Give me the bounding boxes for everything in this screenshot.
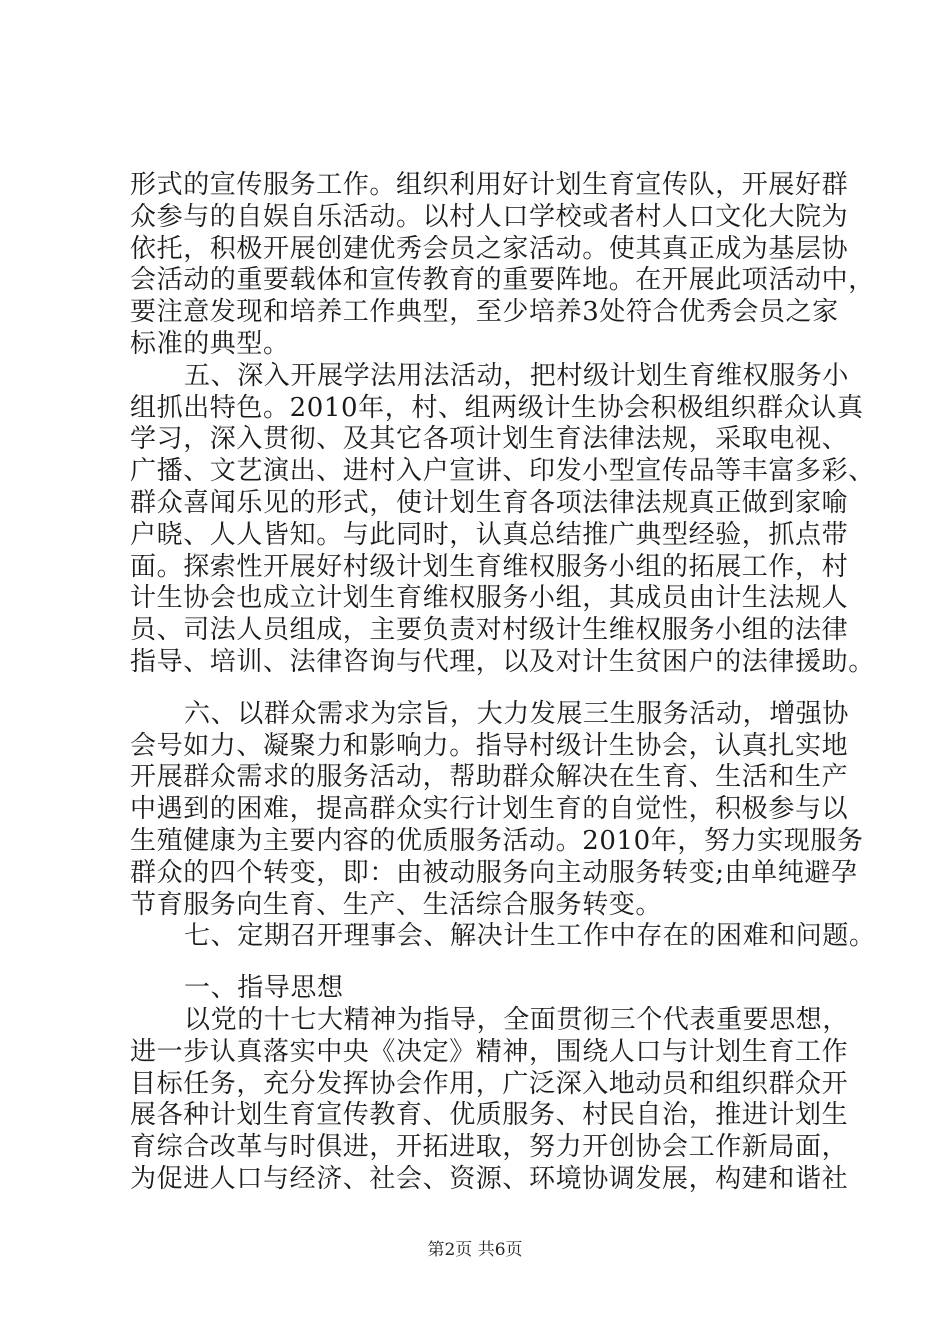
paragraph-gap: [130, 953, 830, 973]
text-line: 节育服务向生育、生产、生活综合服务转变。: [130, 889, 663, 920]
paragraph-3: [130, 698, 864, 922]
text-line: 开展群众需求的服务活动，帮助群众解决在生育、生活和生产: [130, 762, 849, 793]
text-line: 七、定期召开理事会、解决计生工作中存在的困难和问题。: [184, 921, 876, 952]
page-number-footer: 第2页 共6页: [427, 1240, 523, 1260]
paragraph-4: [130, 921, 876, 953]
text-line: 中遇到的困难，提高群众实行计划生育的自觉性，积极参与以: [130, 794, 849, 825]
text-line: 要注意发现和培养工作典型，至少培养3处符合优秀会员之家: [130, 297, 839, 328]
text-line: 众参与的自娱自乐活动。以村人口学校或者村人口文化大院为: [130, 201, 849, 232]
text-line: 六、以群众需求为宗旨，大力发展三生服务活动，增强协: [184, 698, 850, 729]
text-line: 依托，积极开展创建优秀会员之家活动。使其真正成为基层协: [130, 233, 849, 264]
text-line: 目标任务，充分发挥协会作用，广泛深入地动员和组织群众开: [130, 1068, 849, 1099]
text-line: 群众的四个转变，即：由被动服务向主动服务转变;由单纯避孕: [130, 857, 858, 888]
text-line: 广播、文艺演出、进村入户宣讲、印发小型宣传品等丰富多彩、: [130, 456, 875, 487]
text-line: 户晓、人人皆知。与此同时，认真总结推广典型经验，抓点带: [130, 519, 849, 550]
paragraph-2: [130, 360, 875, 679]
text-line: 五、深入开展学法用法活动，把村级计划生育维权服务小: [184, 360, 850, 391]
paragraph-gap: [130, 679, 830, 699]
text-line: 形式的宣传服务工作。组织利用好计划生育宣传队，开展好群: [130, 170, 849, 200]
heading-line: 一、指导思想: [184, 973, 344, 1004]
text-line: 指导、培训、法律咨询与代理，以及对计生贫困户的法律援助。: [130, 646, 875, 677]
text-line: 生殖健康为主要内容的优质服务活动。2010年，努力实现服务: [130, 825, 864, 856]
paragraph-6: [130, 1004, 850, 1196]
document-body: [130, 170, 876, 1196]
text-line: 员、司法人员组成，主要负责对村级计生维权服务小组的法律: [130, 615, 849, 646]
text-line: 进一步认真落实中央《决定》精神，围绕人口与计划生育工作: [130, 1036, 849, 1067]
section-heading: [130, 973, 830, 1005]
text-line: 组抓出特色。2010年，村、组两级计生协会积极组织群众认真: [130, 392, 864, 423]
text-line: 会号如力、凝聚力和影响力。指导村级计生协会，认真扎实地: [130, 730, 849, 761]
text-line: 群众喜闻乐见的形式，使计划生育各项法律法规真正做到家喻: [130, 487, 849, 518]
text-line: 为促进人口与经济、社会、资源、环境协调发展，构建和谐社: [130, 1163, 849, 1194]
text-line: 标准的典型。: [130, 328, 290, 359]
text-line: 育综合改革与时俱进，开拓进取，努力开创协会工作新局面，: [130, 1132, 849, 1163]
text-line: 学习，深入贯彻、及其它各项计划生育法律法规，采取电视、: [130, 424, 849, 455]
text-line: 计生协会也成立计划生育维权服务小组，其成员由计生法规人: [130, 583, 849, 614]
text-line: 会活动的重要载体和宣传教育的重要阵地。在开展此项活动中，: [130, 265, 875, 296]
text-line: 面。探索性开展好村级计划生育维权服务小组的拓展工作，村: [130, 551, 849, 582]
text-line: 以党的十七大精神为指导，全面贯彻三个代表重要思想，: [184, 1004, 850, 1035]
paragraph-1: [130, 170, 875, 361]
text-line: 展各种计划生育宣传教育、优质服务、村民自治，推进计划生: [130, 1100, 849, 1131]
